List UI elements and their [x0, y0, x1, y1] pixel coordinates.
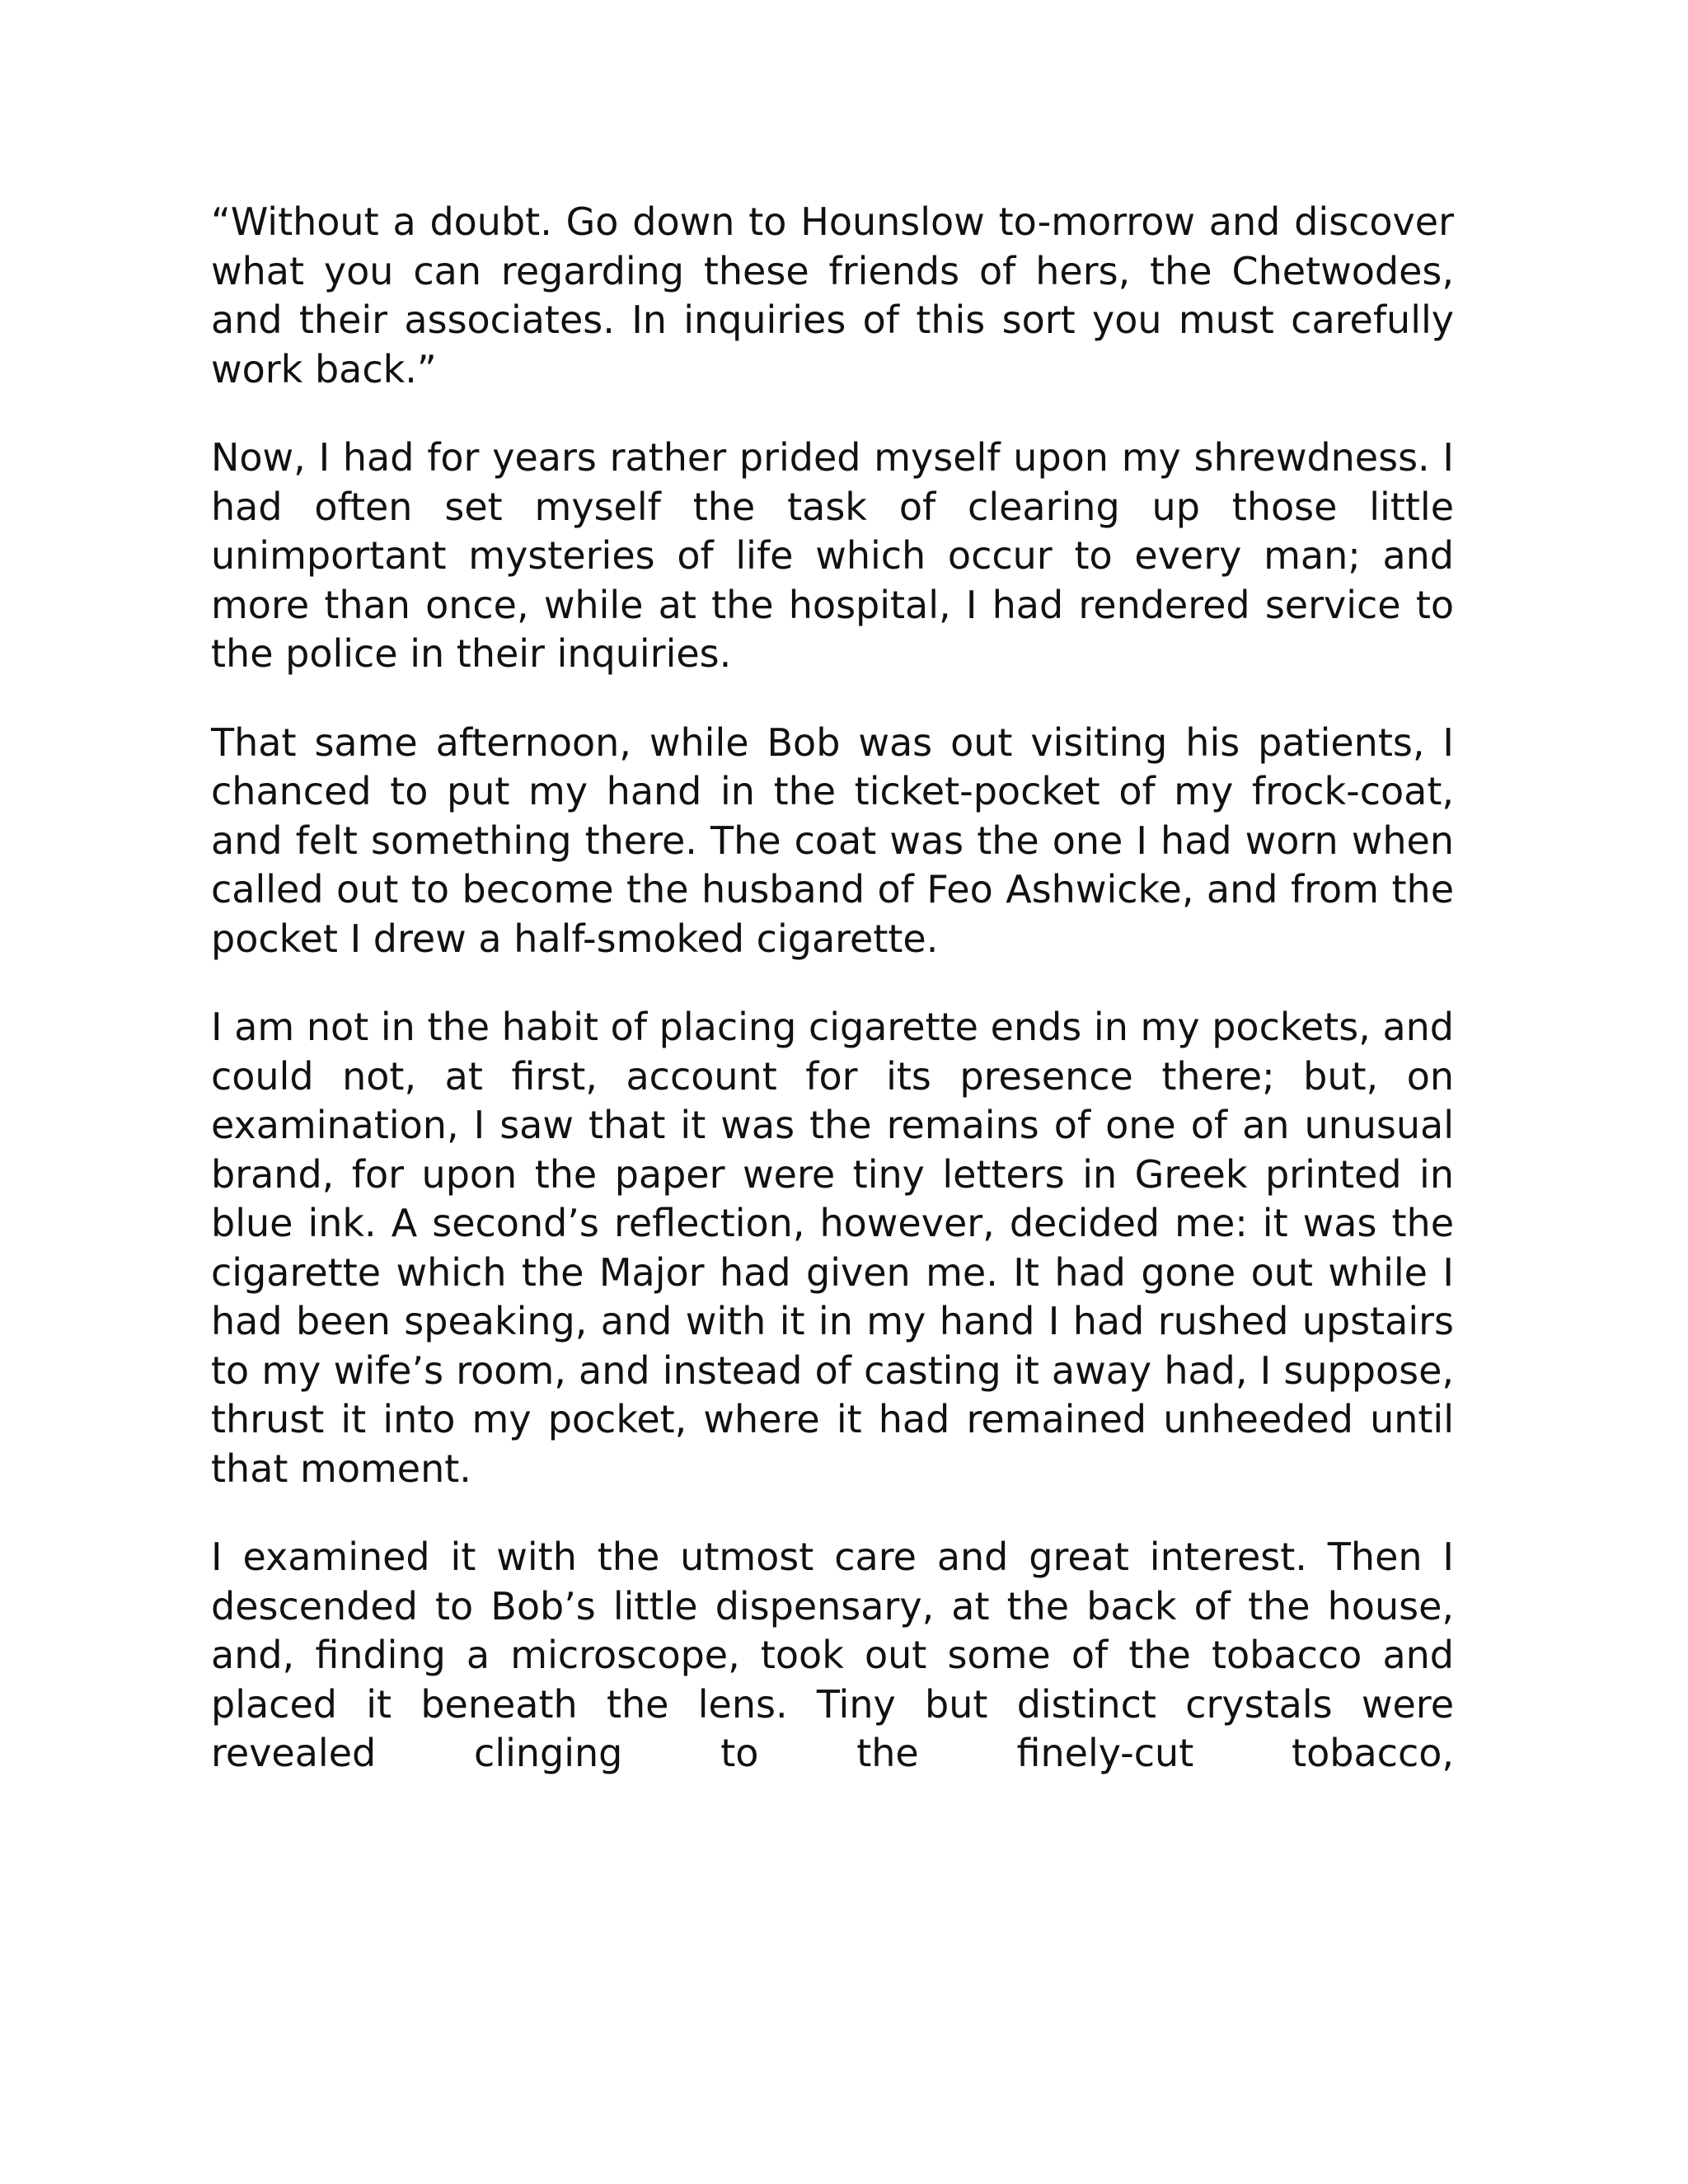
paragraph-3: That same afternoon, while Bob was out visiting his patients, I chanced to put my hand in the ticket-pocket of my frock-coat, and felt something there. The coat was the one I had worn when called out to become the husband of Feo Ashwicke, and from the pocket I drew a half-smoked cigarette. [211, 719, 1454, 961]
paragraph-2: Now, I had for years rather prided myself upon my shrewdness. I had often set myself the task of clearing up those little unimportant mysteries of life which occur to every man; and more than once, while at the hospital, I had rendered service to the police in their inquiries. [211, 435, 1454, 676]
paragraph-4: I am not in the habit of placing cigarette ends in my pockets, and could not, at first, account for its presence there; but, on examination, I saw that it was the remains of one of an unusual brand, for upon the paper were tiny letters in Greek printed in blue ink. A second’s reflection, however, decided me: it was the cigarette which the Major had given me. It had gone out while I had been speaking, and with it in my hand I had rushed upstairs to my wife’s room, and instead of casting it away had, I suppose, thrust it into my pocket, where it had remained unheeded until that moment. [211, 1005, 1454, 1491]
paragraph-5: I examined it with the utmost care and great interest. Then I descended to Bob’s little dispensary, at the back of the house, and, finding a microscope, took out some of the tobacco and placed it beneath the lens. Tiny but distinct crystals were revealed clinging to the finely-cut tobacco, [211, 1535, 1454, 1775]
paragraph-1: “Without a doubt. Go down to Hounslow to-morrow and discover what you can regarding these friends of hers, the Chetwodes, and their associates. In inquiries of this sort you must carefully work back.” [211, 199, 1454, 391]
body-text [211, 198, 1454, 1779]
